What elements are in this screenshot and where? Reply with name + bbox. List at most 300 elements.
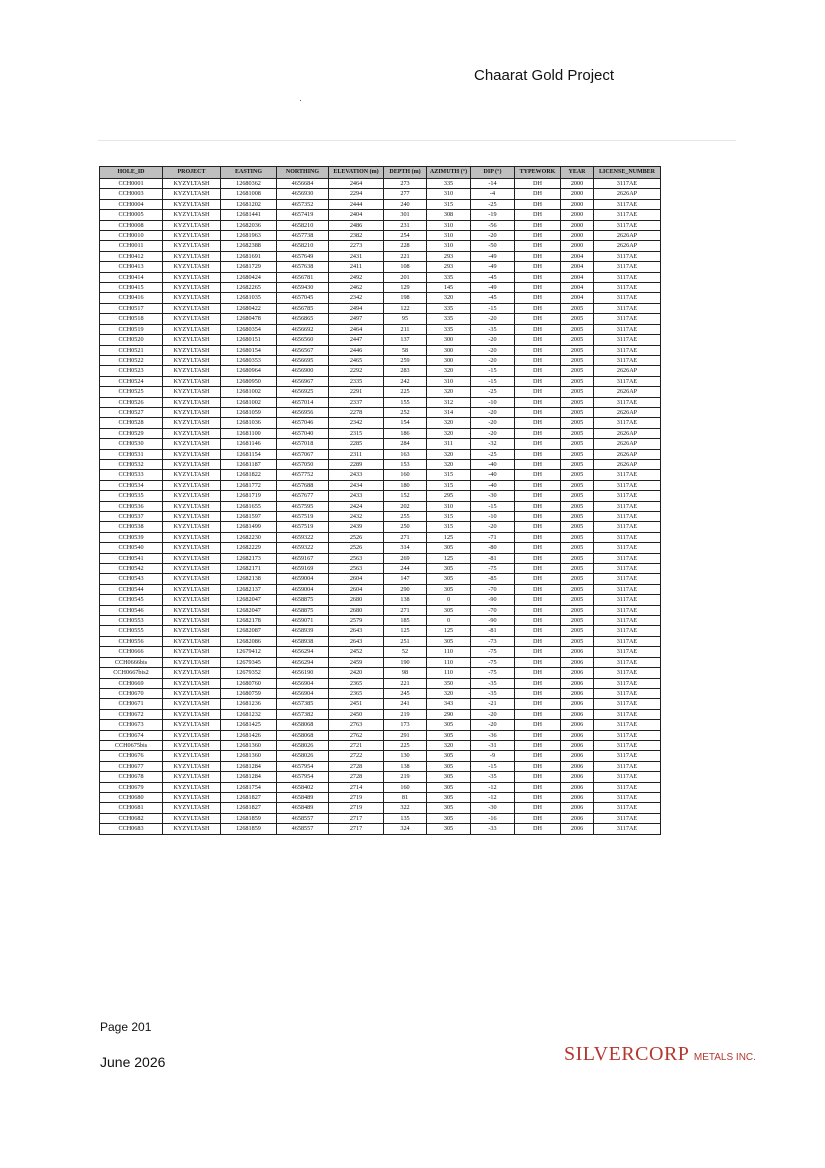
table-cell: 2722 (329, 751, 384, 761)
table-row (100, 251, 661, 261)
table-cell: 180 (384, 480, 427, 490)
table-cell: CCH0681 (100, 803, 163, 813)
table-cell: 2728 (329, 772, 384, 782)
table-cell: 3117AE (594, 470, 661, 480)
table-cell: 4656294 (277, 657, 329, 667)
table-cell: 12682036 (221, 220, 277, 230)
table-cell: -15 (471, 501, 515, 511)
table-cell: 273 (384, 179, 427, 189)
table-cell: -25 (471, 449, 515, 459)
table-cell: -20 (471, 314, 515, 324)
table-cell: CCH0674 (100, 730, 163, 740)
logo-wordmark: SILVERCORP (564, 1043, 690, 1065)
table-cell: 3117AE (594, 355, 661, 365)
table-cell: 2494 (329, 303, 384, 313)
table-cell: 300 (427, 345, 471, 355)
table-cell: 130 (384, 751, 427, 761)
table-cell: -56 (471, 220, 515, 230)
table-cell: -40 (471, 480, 515, 490)
table-cell: 2005 (561, 532, 594, 542)
table-row (100, 470, 661, 480)
table-cell: -81 (471, 626, 515, 636)
table-cell: 4657045 (277, 293, 329, 303)
table-cell: 277 (384, 189, 427, 199)
table-cell: -20 (471, 418, 515, 428)
column-header: DIP (°) (471, 167, 515, 179)
table-row (100, 657, 661, 667)
table-cell: 293 (427, 262, 471, 272)
table-cell: 2411 (329, 262, 384, 272)
table-cell: KYZYLTASH (163, 647, 221, 657)
table-cell: 4658875 (277, 605, 329, 615)
table-cell: 2289 (329, 459, 384, 469)
table-cell: 240 (384, 199, 427, 209)
table-cell: -70 (471, 584, 515, 594)
table-cell: 2004 (561, 251, 594, 261)
table-cell: DH (515, 792, 561, 802)
table-cell: -20 (471, 407, 515, 417)
table-cell: DH (515, 751, 561, 761)
table-cell: DH (515, 418, 561, 428)
table-cell: 202 (384, 501, 427, 511)
table-cell: CCH0539 (100, 532, 163, 542)
table-cell: -15 (471, 366, 515, 376)
table-cell: 2005 (561, 564, 594, 574)
table-cell: CCH0517 (100, 303, 163, 313)
table-cell: 2006 (561, 824, 594, 834)
table-cell: 2439 (329, 522, 384, 532)
table-cell: 12680760 (221, 678, 277, 688)
table-cell: 3117AE (594, 636, 661, 646)
table-cell: -75 (471, 668, 515, 678)
table-cell: CCH0528 (100, 418, 163, 428)
table-cell: 2006 (561, 647, 594, 657)
table-cell: KYZYLTASH (163, 761, 221, 771)
table-cell: 4659167 (277, 553, 329, 563)
table-cell: 3117AE (594, 532, 661, 542)
table-row (100, 532, 661, 542)
table-row (100, 626, 661, 636)
table-row (100, 720, 661, 730)
table-row (100, 740, 661, 750)
table-cell: DH (515, 584, 561, 594)
table-cell: 2626AP (594, 459, 661, 469)
table-cell: KYZYLTASH (163, 803, 221, 813)
table-cell: 12681059 (221, 407, 277, 417)
column-header: PROJECT (163, 167, 221, 179)
table-cell: 110 (427, 657, 471, 667)
table-cell: DH (515, 699, 561, 709)
table-cell: 2000 (561, 179, 594, 189)
table-cell: 2714 (329, 782, 384, 792)
table-cell: 2464 (329, 324, 384, 334)
table-cell: 2424 (329, 501, 384, 511)
table-cell: 147 (384, 574, 427, 584)
table-cell: 283 (384, 366, 427, 376)
table-cell: -81 (471, 553, 515, 563)
table-cell: 2464 (329, 179, 384, 189)
table-cell: DH (515, 366, 561, 376)
table-cell: 2462 (329, 283, 384, 293)
table-cell: -90 (471, 595, 515, 605)
table-cell: KYZYLTASH (163, 574, 221, 584)
table-cell: DH (515, 564, 561, 574)
table-cell: 2626AP (594, 387, 661, 397)
table-cell: 12681655 (221, 501, 277, 511)
table-cell: 4658875 (277, 595, 329, 605)
table-cell: 2005 (561, 439, 594, 449)
table-cell: 145 (427, 283, 471, 293)
table-cell: 12681729 (221, 262, 277, 272)
table-row (100, 501, 661, 511)
table-cell: 2365 (329, 678, 384, 688)
table-cell: KYZYLTASH (163, 397, 221, 407)
table-cell: 322 (384, 803, 427, 813)
column-header: TYPEWORK (515, 167, 561, 179)
table-cell: 138 (384, 595, 427, 605)
table-cell: 3117AE (594, 720, 661, 730)
table-cell: CCH0670 (100, 688, 163, 698)
table-cell: CCH0679 (100, 782, 163, 792)
table-cell: DH (515, 272, 561, 282)
table-cell: DH (515, 439, 561, 449)
table-cell: 198 (384, 293, 427, 303)
table-cell: 314 (427, 407, 471, 417)
table-cell: 2005 (561, 543, 594, 553)
table-cell: -15 (471, 303, 515, 313)
table-row (100, 761, 661, 771)
table-cell: 3117AE (594, 657, 661, 667)
table-cell: 3117AE (594, 179, 661, 189)
table-cell: 2433 (329, 470, 384, 480)
table-cell: 2006 (561, 720, 594, 730)
table-cell: 12682388 (221, 241, 277, 251)
table-cell: 4656684 (277, 179, 329, 189)
table-cell: 12681008 (221, 189, 277, 199)
table-row (100, 813, 661, 823)
table-cell: 2294 (329, 189, 384, 199)
table-cell: 2451 (329, 699, 384, 709)
table-cell: 12680759 (221, 688, 277, 698)
table-cell: -20 (471, 345, 515, 355)
table-row (100, 335, 661, 345)
table-cell: 2006 (561, 782, 594, 792)
table-cell: 12681036 (221, 418, 277, 428)
table-cell: 153 (384, 459, 427, 469)
table-cell: 4656695 (277, 355, 329, 365)
table-cell: 2680 (329, 595, 384, 605)
table-cell: 155 (384, 397, 427, 407)
table-cell: 2459 (329, 657, 384, 667)
table-cell: 4657519 (277, 512, 329, 522)
table-cell: 3117AE (594, 199, 661, 209)
table-cell: 3117AE (594, 813, 661, 823)
table-cell: -25 (471, 199, 515, 209)
table-cell: CCH0530 (100, 439, 163, 449)
table-cell: 4659071 (277, 616, 329, 626)
table-cell: 2626AP (594, 366, 661, 376)
table-row (100, 262, 661, 272)
table-cell: KYZYLTASH (163, 366, 221, 376)
table-cell: 12681426 (221, 730, 277, 740)
header-rule (98, 140, 736, 141)
column-header: LICENSE_NUMBER (594, 167, 661, 179)
table-row (100, 366, 661, 376)
table-cell: DH (515, 459, 561, 469)
table-cell: KYZYLTASH (163, 179, 221, 189)
table-cell: CCH0005 (100, 210, 163, 220)
table-cell: KYZYLTASH (163, 314, 221, 324)
table-cell: DH (515, 709, 561, 719)
table-cell: KYZYLTASH (163, 532, 221, 542)
table-cell: 4656692 (277, 324, 329, 334)
table-row (100, 314, 661, 324)
table-cell: 12681187 (221, 459, 277, 469)
table-cell: 2004 (561, 293, 594, 303)
table-cell: 2285 (329, 439, 384, 449)
table-cell: DH (515, 678, 561, 688)
table-cell: KYZYLTASH (163, 387, 221, 397)
table-cell: 4658489 (277, 803, 329, 813)
table-cell: 3117AE (594, 324, 661, 334)
table-cell: 110 (427, 647, 471, 657)
table-cell: 3117AE (594, 553, 661, 563)
table-cell: 2004 (561, 283, 594, 293)
table-cell: 2005 (561, 480, 594, 490)
table-cell: 2005 (561, 449, 594, 459)
table-cell: -75 (471, 657, 515, 667)
stray-dot (300, 100, 301, 101)
table-cell: -21 (471, 699, 515, 709)
table-cell: CCH0678 (100, 772, 163, 782)
table-cell: KYZYLTASH (163, 210, 221, 220)
table-cell: CCH0521 (100, 345, 163, 355)
table-cell: 2006 (561, 678, 594, 688)
table-cell: -70 (471, 605, 515, 615)
table-cell: 2447 (329, 335, 384, 345)
table-cell: 2728 (329, 761, 384, 771)
table-cell: -90 (471, 616, 515, 626)
table-cell: 12681827 (221, 792, 277, 802)
table-row (100, 792, 661, 802)
table-cell: 2342 (329, 293, 384, 303)
table-cell: KYZYLTASH (163, 324, 221, 334)
table-cell: 315 (427, 522, 471, 532)
table-cell: 2278 (329, 407, 384, 417)
table-cell: DH (515, 314, 561, 324)
table-row (100, 647, 661, 657)
table-cell: 12679345 (221, 657, 277, 667)
table-cell: 3117AE (594, 574, 661, 584)
table-cell: 125 (384, 626, 427, 636)
table-row (100, 220, 661, 230)
table-cell: CCH0532 (100, 459, 163, 469)
table-cell: 2604 (329, 574, 384, 584)
table-cell: 12680154 (221, 345, 277, 355)
table-cell: 2005 (561, 303, 594, 313)
table-header-row (100, 167, 661, 179)
table-row (100, 553, 661, 563)
table-cell: 305 (427, 792, 471, 802)
table-cell: CCH0003 (100, 189, 163, 199)
table-cell: CCH0535 (100, 491, 163, 501)
table-cell: 4659169 (277, 564, 329, 574)
table-cell: 315 (427, 512, 471, 522)
table-cell: 163 (384, 449, 427, 459)
table-cell: KYZYLTASH (163, 512, 221, 522)
table-row (100, 605, 661, 615)
table-cell: KYZYLTASH (163, 543, 221, 553)
table-cell: -73 (471, 636, 515, 646)
table-cell: 2004 (561, 262, 594, 272)
table-cell: CCH0542 (100, 564, 163, 574)
table-cell: -35 (471, 324, 515, 334)
table-cell: 3117AE (594, 303, 661, 313)
table-cell: 12681754 (221, 782, 277, 792)
table-cell: 4658557 (277, 824, 329, 834)
table-cell: 2005 (561, 501, 594, 511)
table-row (100, 428, 661, 438)
logo-subtitle: METALS INC. (693, 1052, 756, 1063)
table-cell: 4658402 (277, 782, 329, 792)
table-cell: -45 (471, 293, 515, 303)
table-cell: 335 (427, 272, 471, 282)
table-cell: 12682047 (221, 595, 277, 605)
table-cell: -20 (471, 709, 515, 719)
table-cell: 2006 (561, 740, 594, 750)
table-cell: CCH0004 (100, 199, 163, 209)
table-cell: 4657385 (277, 699, 329, 709)
table-cell: 2005 (561, 605, 594, 615)
table-cell: 12681236 (221, 699, 277, 709)
table-cell: 4657067 (277, 449, 329, 459)
table-cell: 2005 (561, 355, 594, 365)
table-cell: 2000 (561, 210, 594, 220)
table-cell: 3117AE (594, 491, 661, 501)
table-row (100, 803, 661, 813)
table-cell: 4659322 (277, 532, 329, 542)
table-cell: 335 (427, 303, 471, 313)
table-cell: DH (515, 480, 561, 490)
table-cell: 2626AP (594, 231, 661, 241)
table-cell: 308 (427, 210, 471, 220)
table-cell: 2005 (561, 376, 594, 386)
table-cell: CCH0412 (100, 251, 163, 261)
table-cell: 2492 (329, 272, 384, 282)
table-cell: -31 (471, 740, 515, 750)
table-cell: KYZYLTASH (163, 407, 221, 417)
table-cell: 138 (384, 761, 427, 771)
table-cell: 2005 (561, 595, 594, 605)
table-cell: 3117AE (594, 397, 661, 407)
table-cell: 293 (427, 251, 471, 261)
table-cell: CCH0537 (100, 512, 163, 522)
table-row (100, 272, 661, 282)
table-cell: 335 (427, 314, 471, 324)
column-header: AZIMUTH (°) (427, 167, 471, 179)
table-cell: KYZYLTASH (163, 824, 221, 834)
table-cell: 12681963 (221, 231, 277, 241)
table-row (100, 751, 661, 761)
table-cell: 98 (384, 668, 427, 678)
table-cell: 152 (384, 491, 427, 501)
table-cell: 12681154 (221, 449, 277, 459)
table-row (100, 688, 661, 698)
table-cell: 310 (427, 189, 471, 199)
table-cell: 4658068 (277, 720, 329, 730)
table-cell: 310 (427, 220, 471, 230)
table-cell: -45 (471, 272, 515, 282)
table-cell: 12682087 (221, 626, 277, 636)
column-header: NORTHING (277, 167, 329, 179)
table-cell: CCH0538 (100, 522, 163, 532)
table-cell: 0 (427, 616, 471, 626)
table-cell: 3117AE (594, 792, 661, 802)
table-cell: 259 (384, 355, 427, 365)
table-cell: 2006 (561, 688, 594, 698)
table-cell: 2005 (561, 345, 594, 355)
table-row (100, 772, 661, 782)
table-row (100, 303, 661, 313)
table-cell: 305 (427, 605, 471, 615)
table-cell: 3117AE (594, 584, 661, 594)
table-cell: DH (515, 355, 561, 365)
table-row (100, 387, 661, 397)
table-cell: KYZYLTASH (163, 199, 221, 209)
table-cell: 2762 (329, 730, 384, 740)
table-cell: 12680354 (221, 324, 277, 334)
table-cell: 305 (427, 761, 471, 771)
table-cell: -25 (471, 387, 515, 397)
table-cell: 2005 (561, 314, 594, 324)
table-cell: CCH0523 (100, 366, 163, 376)
table-cell: 291 (384, 730, 427, 740)
table-cell: KYZYLTASH (163, 616, 221, 626)
table-cell: DH (515, 605, 561, 615)
table-cell: 2004 (561, 272, 594, 282)
table-cell: 335 (427, 179, 471, 189)
table-cell: DH (515, 553, 561, 563)
table-cell: KYZYLTASH (163, 480, 221, 490)
table-cell: 252 (384, 407, 427, 417)
table-cell: -85 (471, 574, 515, 584)
table-cell: 305 (427, 720, 471, 730)
column-header: YEAR (561, 167, 594, 179)
table-cell: 3117AE (594, 626, 661, 636)
table-cell: KYZYLTASH (163, 678, 221, 688)
table-cell: 2006 (561, 668, 594, 678)
table-row (100, 293, 661, 303)
table-cell: CCH0546 (100, 605, 163, 615)
table-cell: 2005 (561, 459, 594, 469)
table-cell: DH (515, 532, 561, 542)
table-cell: 314 (384, 543, 427, 553)
table-cell: 3117AE (594, 824, 661, 834)
table-cell: 2433 (329, 491, 384, 501)
table-cell: 2006 (561, 761, 594, 771)
table-cell: DH (515, 335, 561, 345)
drill-hole-table (99, 166, 661, 835)
table-cell: KYZYLTASH (163, 564, 221, 574)
table-cell: 231 (384, 220, 427, 230)
table-cell: 160 (384, 470, 427, 480)
table-cell: 4656781 (277, 272, 329, 282)
table-cell: 0 (427, 595, 471, 605)
table-cell: 2626AP (594, 241, 661, 251)
table-cell: CCH0527 (100, 407, 163, 417)
table-cell: 12679352 (221, 668, 277, 678)
table-cell: 3117AE (594, 283, 661, 293)
